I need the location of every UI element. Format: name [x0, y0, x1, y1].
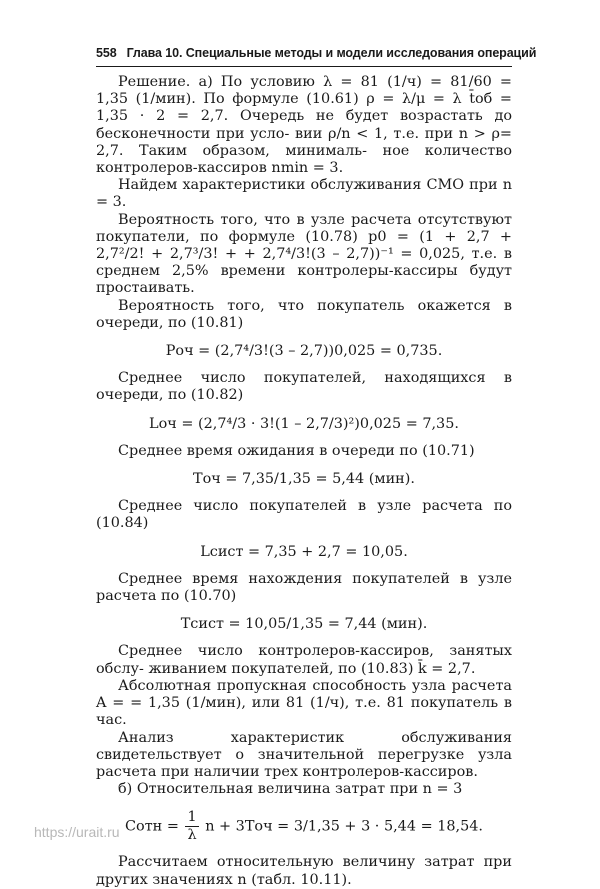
paragraph-queue-length: [96, 370, 512, 404]
paragraph-analysis: [96, 730, 512, 782]
chapter-title: Глава 10. Специальные методы и модели исследования операций: [126, 46, 537, 60]
text-line: (10.82): [190, 387, 244, 404]
header-rule: [96, 66, 512, 67]
text-line: Найдем характеристики обслуживания СМО при n = 3.: [96, 177, 512, 211]
text-line: = 1,35 (1/мин), или 81 (1/ч), т.е. 81 покупатель в час.: [96, 695, 512, 729]
text-line: Анализ характеристик обслуживания свидетельствует о: [96, 729, 512, 763]
paragraph-solution: [96, 74, 512, 177]
page-body: [96, 74, 512, 889]
text-line: контролеров-кассиров.: [302, 763, 478, 780]
text-line: (1/мин). По формуле (10.61) ρ = λ/μ = λ t̄об = 1,35 · 2 = 2,7.: [96, 91, 512, 125]
text-line: по (10.70): [161, 588, 237, 605]
text-line: Вероятность того, что покупатель окажется в очереди,: [96, 297, 512, 331]
text-line: Среднее время ожидания в очереди по (10.71): [118, 442, 475, 459]
paragraph-throughput: [96, 678, 512, 730]
formula-relative-cost: [96, 809, 512, 844]
text-line: Рассчитаем относительную величину затрат при других: [96, 854, 512, 888]
text-line: по (10.81): [168, 314, 244, 331]
text-line: ное количество контролеров-кассиров nmin = 3.: [96, 142, 513, 177]
text-line: значительной перегрузке узла расчета при наличии трех: [96, 746, 512, 780]
text-line: вии ρ/n < 1, т.е. при n > ρ= 2,7. Таким образом, минималь-: [96, 125, 512, 159]
running-header: [96, 46, 537, 60]
text-line: контролеры-кассиры будут простаивать.: [96, 263, 512, 297]
fraction-one-over-lambda: [185, 809, 198, 844]
formula-p-queue: Pоч = (2,7⁴/3!(3 – 2,7))0,025 = 0,735.: [165, 343, 443, 360]
paragraph-relative-cost: [96, 781, 512, 798]
paragraph-busy-cashiers: [96, 643, 512, 677]
text-line: б) Относительная величина затрат при n = 3: [118, 781, 463, 798]
text-line: Среднее число покупателей, находящихся в очереди, по: [96, 370, 512, 404]
fraction-numerator: 1: [187, 809, 197, 826]
text-line: Вероятность того, что в узле расчета отсутствуют покупатели, по формуле (10.78) p0 = (1 + 2,7 + 2,7²/2! + 2,7³/3! +: [96, 211, 512, 263]
text-line: живанием покупателей, по (10.83) k̄ = 2,7.: [148, 660, 476, 677]
formula-rhs: n + 3Tоч = 3/1,35 + 3 · 5,44 = 18,54.: [205, 818, 483, 835]
paragraph-idle-probability: [96, 212, 512, 298]
formula-t-system: Tсист = 10,05/1,35 = 7,44 (мин).: [180, 616, 428, 633]
formula-lhs: Cотн =: [125, 818, 179, 835]
formula-l-queue: Lоч = (2,7⁴/3 · 3!(1 – 2,7/3)²)0,025 = 7,35.: [149, 415, 459, 432]
text-line: + 2,7⁴/3!(3 – 2,7))⁻¹ = 0,025, т.е. в среднем 2,5% времени: [96, 246, 512, 280]
source-watermark: https://urait.ru: [34, 824, 120, 840]
formula-t-queue: Tоч = 7,35/1,35 = 5,44 (мин).: [193, 471, 415, 488]
paragraph-characteristics: [96, 177, 512, 211]
paragraph-queue-probability: [96, 298, 512, 332]
page-number: 558: [96, 46, 117, 60]
text-line: Абсолютная пропускная способность узла расчета A =: [96, 677, 512, 712]
paragraph-wait-time: [96, 443, 512, 460]
text-line: Решение. а) По условию λ = 81 (1/ч) = 81/60 = 1,35: [96, 74, 512, 108]
text-line: Среднее число контролеров-кассиров, занятых обслу-: [96, 643, 512, 677]
text-line: Среднее число покупателей в узле расчета по (10.84): [96, 498, 512, 532]
paragraph-system-time: [96, 571, 512, 605]
paragraph-other-values: [96, 854, 512, 888]
formula-l-system: Lсист = 7,35 + 2,7 = 10,05.: [200, 543, 408, 560]
text-line: Очередь не будет возрастать до бесконечности при усло-: [96, 108, 512, 142]
text-line: Среднее время нахождения покупателей в узле расчета: [96, 570, 512, 605]
fraction-denominator: λ: [187, 827, 197, 844]
text-line: значениях n (табл. 10.11).: [152, 871, 352, 888]
paragraph-system-count: [96, 498, 512, 532]
